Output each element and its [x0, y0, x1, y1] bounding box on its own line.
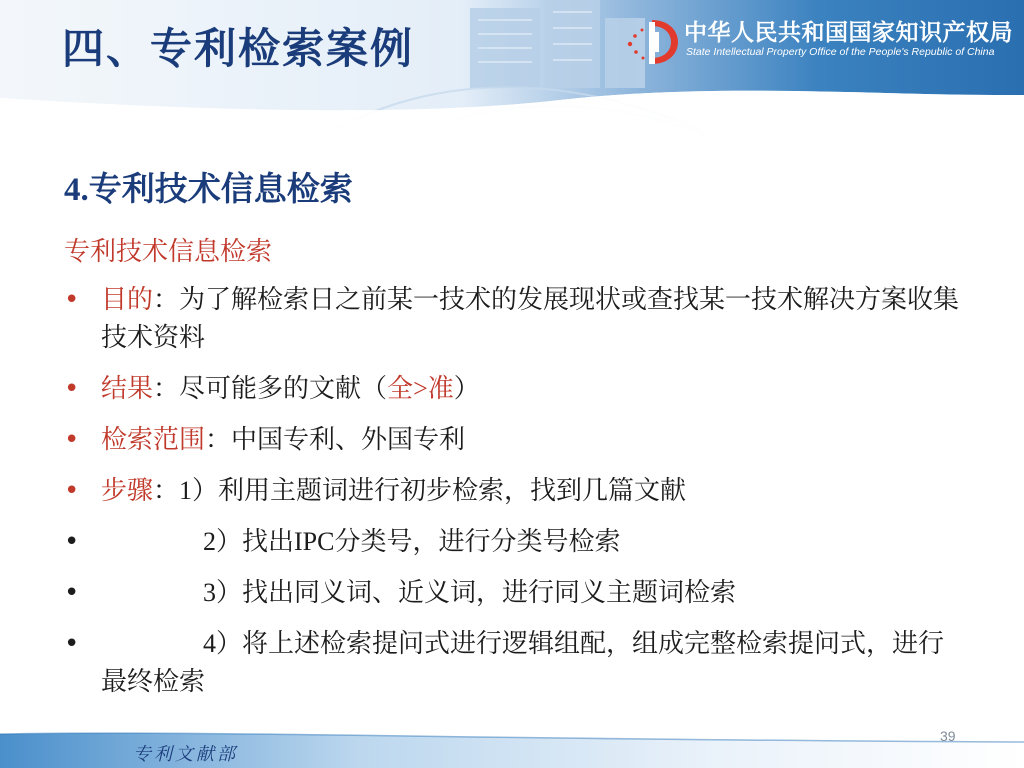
- subtitle-text: 专利技术信息检索: [88, 169, 353, 208]
- bullet-colon: ：: [205, 425, 232, 455]
- ipc-abbr: IPC: [294, 527, 335, 556]
- bullet-dot-icon: •: [64, 285, 80, 315]
- bullet-label: 结果: [101, 374, 154, 404]
- list-item: [64, 421, 964, 459]
- bullet-text: 尽可能多的文献（: [179, 374, 388, 404]
- highlight-precise: 准: [427, 374, 454, 404]
- section-subtitle: [64, 163, 353, 210]
- greater-than-sign: >: [413, 374, 428, 403]
- list-item: [64, 523, 964, 561]
- list-item: [64, 625, 964, 701]
- list-item: [64, 370, 964, 408]
- page-number: 39: [940, 728, 956, 744]
- bullet-dot-icon: •: [64, 578, 80, 608]
- intro-text: 专利技术信息检索: [64, 237, 273, 267]
- bullet-text-end: ）: [453, 374, 480, 404]
- footer-department: 专利文献部: [133, 744, 238, 765]
- sipo-logo: [622, 12, 1017, 70]
- step-number: 4: [203, 629, 216, 658]
- step-number: 3: [203, 578, 216, 607]
- list-item: [64, 574, 964, 612]
- bullet-label: 目的: [101, 285, 154, 315]
- highlight-full: 全: [387, 374, 414, 404]
- bullet-dot-icon: •: [64, 629, 80, 659]
- bullet-label: 步骤: [101, 476, 154, 506]
- bullet-colon: ：: [153, 374, 180, 404]
- sipo-emblem-icon: [622, 14, 684, 68]
- bullet-colon: ：: [153, 476, 180, 506]
- bullet-colon: ：: [153, 285, 180, 315]
- subtitle-number: 4.: [64, 172, 89, 208]
- bullet-dot-icon: •: [64, 527, 80, 557]
- logo-name-cn: 中华人民共和国国家知识产权局: [684, 20, 1013, 46]
- bullet-dot-icon: •: [64, 476, 80, 506]
- list-item: [64, 281, 964, 357]
- logo-name-en: State Intellectual Property Office of the People's Republic of China: [686, 46, 995, 58]
- slide-title: 四、专利检索案例: [62, 24, 415, 73]
- bullet-text: 为了解检索日之前某一技术的发展现状或查找某一技术解决方案收集技术资料: [101, 285, 960, 353]
- bullet-text: ）找出同义词、近义词，进行同义主题词检索: [216, 578, 737, 608]
- bullet-dot-icon: •: [64, 374, 80, 404]
- bullet-text: ）利用主题词进行初步检索，找到几篇文献: [192, 476, 687, 506]
- bullet-text: ）将上述检索提问式进行逻辑组配，组成完整检索提问式，进行最终检索: [101, 629, 945, 697]
- list-item: [64, 472, 964, 510]
- bullet-text-end: 分类号，进行分类号检索: [334, 527, 621, 557]
- step-number: 1: [179, 476, 193, 505]
- step-number: 2: [203, 527, 216, 556]
- bullet-text: 中国专利、外国专利: [231, 425, 466, 455]
- bullet-dot-icon: •: [64, 425, 80, 455]
- bullet-text: ）找出: [216, 527, 295, 557]
- bullet-label: 检索范围: [101, 425, 206, 455]
- bullet-list: [64, 281, 964, 714]
